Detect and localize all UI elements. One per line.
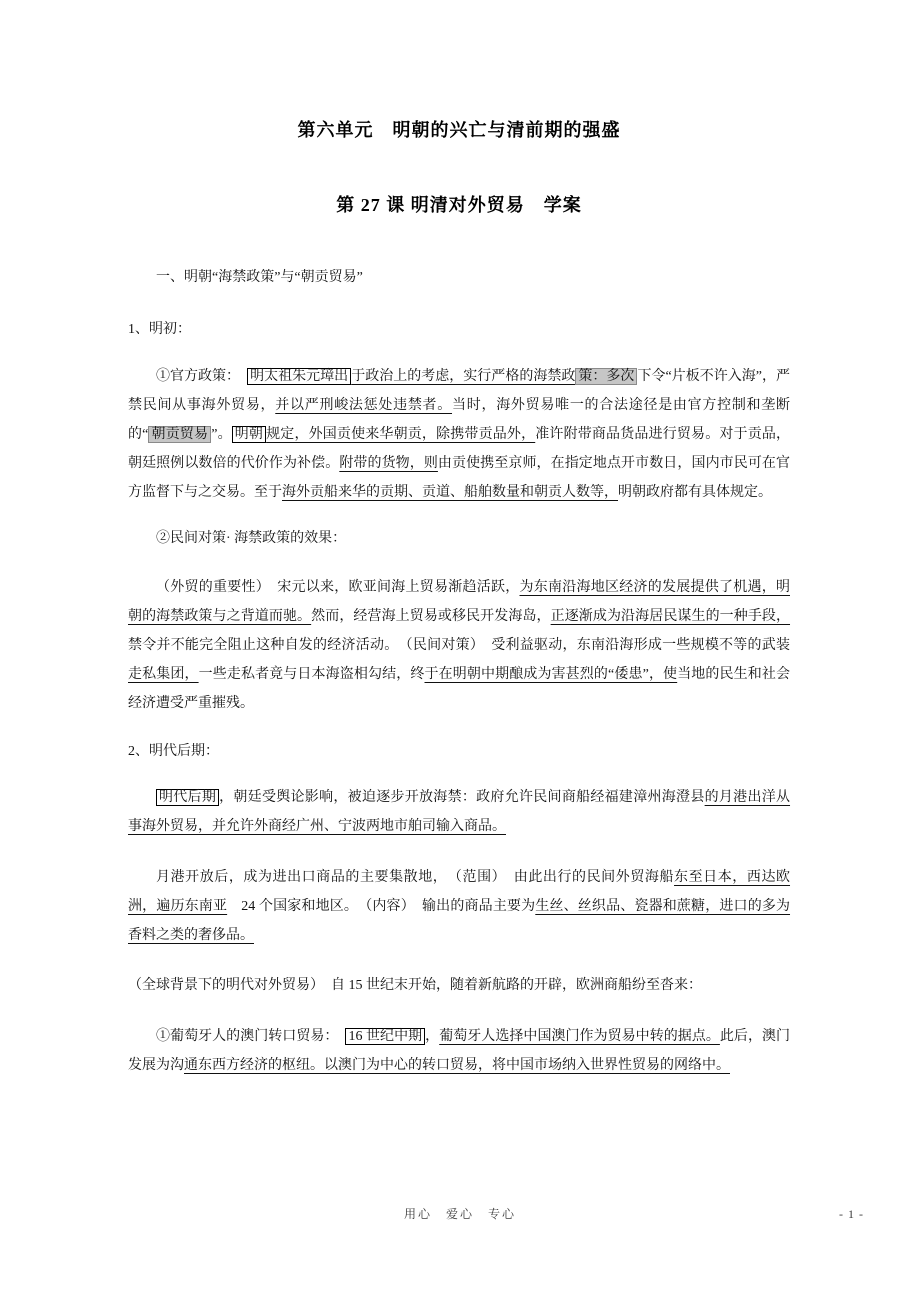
paragraph-folk-response — [128, 573, 790, 718]
text-run: 此后，澳门发展为沟 — [128, 1029, 791, 1073]
text-run: 由贡使携至京师，在指定地点开市数日，国内市民可在官方监督下与之交易。至于 — [128, 456, 791, 500]
paragraph-official-policy — [128, 362, 790, 507]
text-run: 下令“片板不许入海”，严禁民间从事海外贸易， — [128, 369, 791, 413]
lesson-title: 第 27 课 明清对外贸易 学案 — [336, 195, 582, 215]
text-run: ，朝廷受舆论影响，被迫逐步开放海禁：政府允许民间商船经福建漳州海澄县 — [219, 790, 705, 805]
text-run: 明朝政府都有具体规定。 — [618, 485, 772, 500]
text-run: ”。 — [211, 427, 232, 442]
section-heading: 一、明朝“海禁政策”与“朝贡贸易” — [156, 270, 363, 285]
underlined-text: 的月港出洋从事海外贸易，并允许外商经广州、宁波两地市舶司输入商品。 — [128, 790, 791, 834]
text-run: 当地的民生和社会经济遭受严重摧残。 — [128, 667, 791, 711]
text-run: 禁令并不能完全阻止这种自发的经济活动。 （民间对策） 受利益驱动，东南沿海形成一些规模不等的武装 — [128, 638, 790, 653]
boxed-term: 明代后期 — [156, 789, 219, 806]
underlined-text: 生丝、丝织品、瓷器和蔗糖，进口的多为香料之类的奢侈品。 — [128, 899, 791, 943]
underlined-text: 通东西方经济的枢纽。以澳门为中心的转口贸易，将中国市场纳入世界性贸易的网络中。 — [184, 1058, 730, 1073]
text-run: （外贸的重要性） 宋元以来，欧亚间海上贸易渐趋活跃， — [156, 580, 520, 595]
text-run: 一些走私者竟与日本海盗相勾结，终 — [198, 667, 425, 682]
highlighted-term: 朝贡贸易 — [148, 426, 211, 443]
text-run: ①官方政策： — [156, 369, 248, 384]
text-run: 24 个国家和地区。 （内容） 输出的商品主要为 — [227, 899, 536, 914]
underlined-text: 走私集团， — [128, 667, 199, 682]
boxed-term: 16 世纪中期 — [345, 1028, 425, 1045]
underlined-text: 规定，外国贡使来华朝贡，除携带贡品外， — [266, 427, 536, 442]
text-run: 准许附带商品货品进行贸易。对于贡品，朝廷照例以数倍的代价作为补偿。 — [128, 427, 791, 471]
underlined-text: 为东南沿海地区经济的发展提供了机遇，明朝的海禁政策与之背道而驰。 — [128, 580, 790, 624]
unit-title: 第六单元 明朝的兴亡与清前期的强盛 — [297, 120, 621, 140]
item-early-ming: 1、明初： — [128, 322, 191, 337]
paragraph-portugal-macau — [128, 1022, 790, 1080]
page-number: - 1 - — [839, 1207, 864, 1221]
underlined-text: 于在明朝中期酿成为害甚烈的“倭患”，使 — [424, 667, 678, 682]
underlined-text: 于政治上的考虑，实行严格的海禁政 — [351, 369, 576, 384]
boxed-term: 明太祖朱元璋出 — [247, 368, 351, 385]
item-late-ming: 2、明代后期： — [128, 744, 219, 759]
boxed-term: 明朝 — [232, 426, 266, 443]
paragraph-global-context: （全球背景下的明代对外贸易） 自 15 世纪末开始，随着新航路的开辟，欧洲商船纷至沓来： — [128, 978, 702, 993]
paragraph-late-ming — [128, 783, 790, 841]
text-run: 当时，海外贸易唯一的合法途径是由官方控制和垄断的“ — [128, 398, 791, 442]
underlined-text: 并以严刑峻法惩处违禁者。 — [275, 398, 453, 413]
item-folk-response: ②民间对策· 海禁政策的效果： — [156, 531, 347, 546]
underlined-text: 正逐渐成为沿海居民谋生的一种手段， — [550, 609, 791, 624]
underlined-text: 海外贡船来华的贡期、贡道、船舶数量和朝贡人数等， — [282, 485, 618, 500]
underlined-text: 葡萄牙人选择中国澳门作为贸易中转的据点。 — [439, 1029, 720, 1044]
footer-motto: 用心 爱心 专心 — [403, 1207, 516, 1221]
highlighted-term: 策：多次 — [575, 368, 637, 385]
paragraph-yuegang — [128, 863, 790, 950]
underlined-text: 东至日本，西达欧洲，遍历东南亚 — [128, 870, 791, 914]
text-run: ①葡萄牙人的澳门转口贸易： — [156, 1029, 346, 1044]
text-run: 月港开放后，成为进出口商品的主要集散地， （范围） 由此出行的民间外贸海船 — [156, 870, 675, 885]
text-run: ， — [425, 1029, 440, 1044]
text-run: 然而，经营海上贸易或移民开发海岛， — [311, 609, 551, 624]
underlined-text: 附带的货物，则 — [339, 456, 438, 471]
